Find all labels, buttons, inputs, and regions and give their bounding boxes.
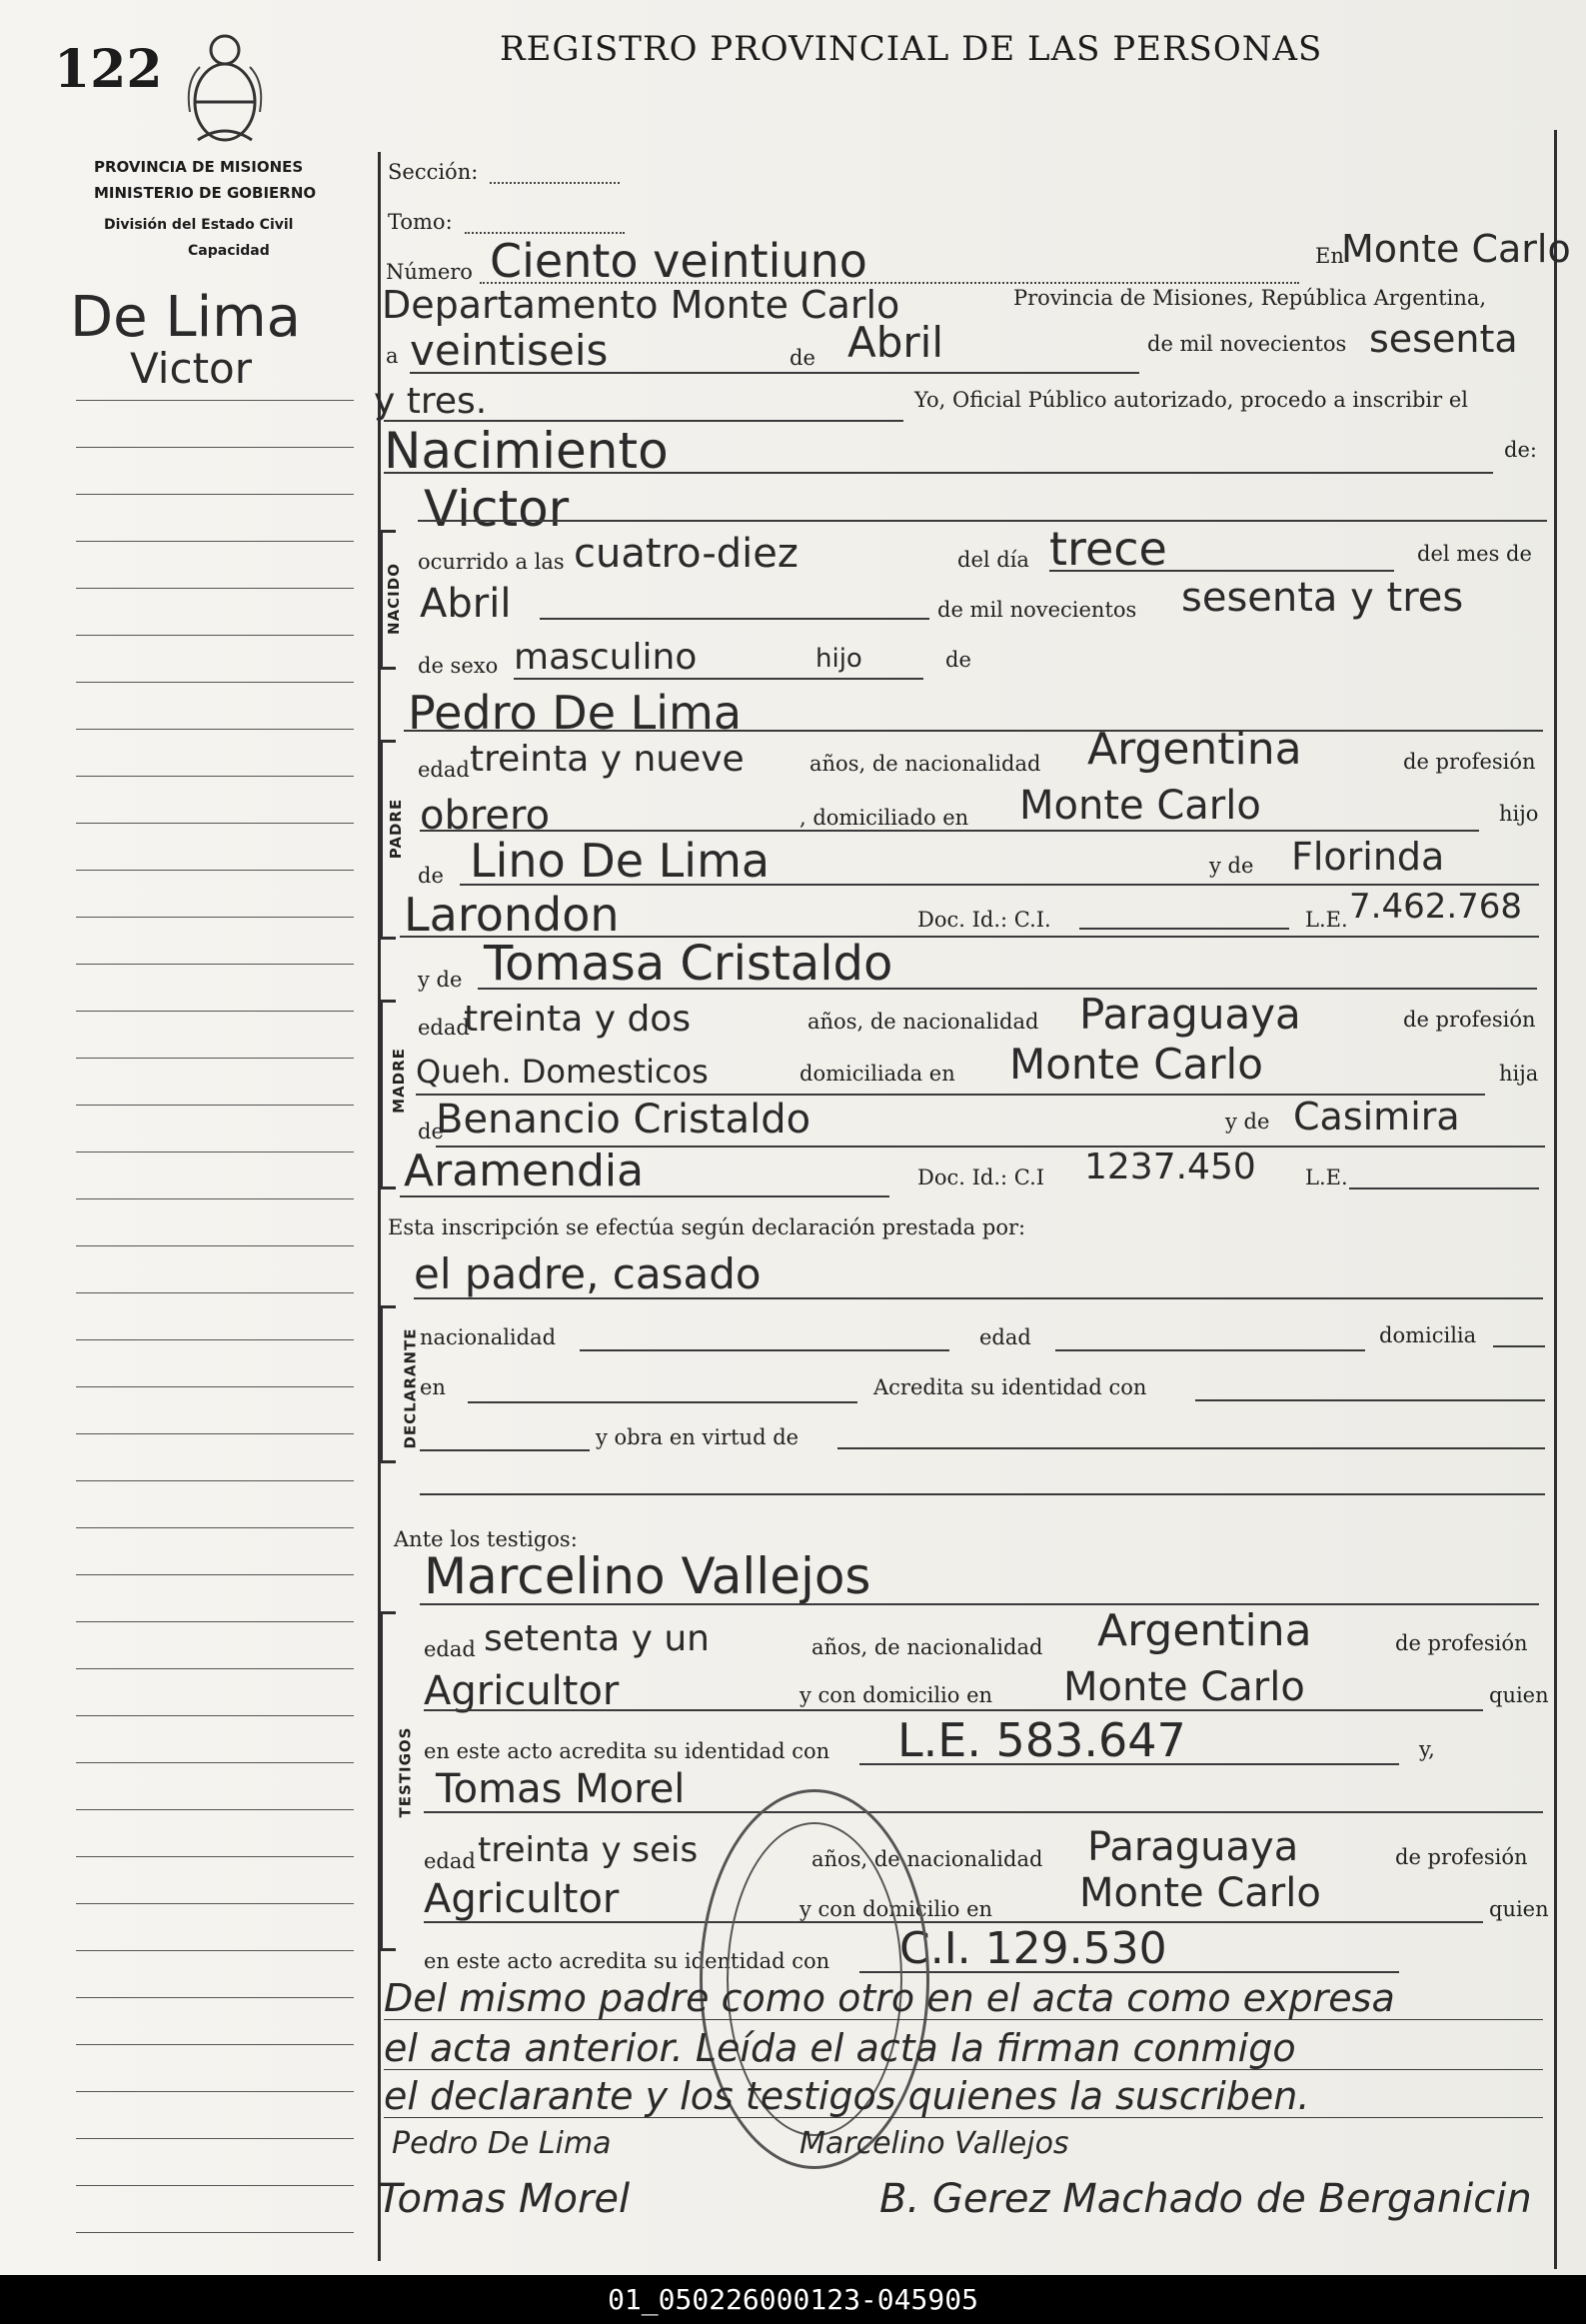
ministry-label: MINISTERIO DE GOBIERNO xyxy=(94,184,317,202)
madre-edad-label: edad xyxy=(418,1016,470,1040)
nota-linea-3: el declarante y los testigos quienes la suscriben. xyxy=(384,2074,1310,2118)
declarante-side-label: DECLARANTE xyxy=(401,1327,420,1449)
ocurrido-label: ocurrido a las xyxy=(418,550,565,574)
en-label: En xyxy=(1315,244,1344,268)
declarante-end-line xyxy=(420,1493,1545,1495)
t1-domicilio-value: Monte Carlo xyxy=(1063,1664,1305,1710)
domicilia-label: domicilia xyxy=(1379,1323,1477,1347)
margin-rule xyxy=(76,1903,354,1904)
t2-acredita-label: en este acto acredita su identidad con xyxy=(424,1949,830,1973)
margin-rule xyxy=(76,1997,354,1998)
t1-profesion-value: Agricultor xyxy=(424,1668,620,1714)
domicilia-line xyxy=(1493,1345,1545,1347)
padre-profesion-label: de profesión xyxy=(1403,750,1536,774)
declarante-en-label: en xyxy=(420,1375,446,1399)
padre-edad-value: treinta y nueve xyxy=(470,739,745,780)
firma-1: Pedro De Lima xyxy=(392,2126,612,2161)
y-de-label-2: y de xyxy=(418,968,463,992)
t1-edad-label: edad xyxy=(424,1637,476,1661)
t2-domicilio-label: y con domicilio en xyxy=(799,1897,993,1921)
obra-label: y obra en virtud de xyxy=(596,1425,799,1449)
abuela-materna-apellido: Aramendia xyxy=(404,1146,645,1196)
margin-rule xyxy=(76,1339,354,1340)
nacido-nombre-value: Victor xyxy=(424,480,570,538)
margin-rule xyxy=(76,2091,354,2092)
t2-edad-value: treinta y seis xyxy=(478,1830,699,1870)
firma-3: Tomas Morel xyxy=(378,2176,631,2222)
image-id-text: 01_050226000123-045905 xyxy=(608,2283,978,2316)
nacido-side-label: NACIDO xyxy=(384,563,403,635)
margin-surname: De Lima xyxy=(70,285,301,350)
declarante-nacionalidad-label: nacionalidad xyxy=(420,1325,557,1349)
madre-ci-value: 1237.450 xyxy=(1084,1147,1256,1187)
margin-rule xyxy=(76,635,354,636)
mes-nacimiento-value: Abril xyxy=(420,581,512,627)
dia-nacimiento-value: trece xyxy=(1049,522,1167,576)
firma-2: Marcelino Vallejos xyxy=(799,2126,1069,2161)
nacido-nombre-line xyxy=(418,520,1547,522)
obra-line-2 xyxy=(837,1447,1545,1449)
mil-novecientos-label-2: de mil novecientos xyxy=(937,598,1137,622)
declaracion-text: Esta inscripción se efectúa según declaración prestada por: xyxy=(388,1215,1026,1239)
coat-of-arms-icon xyxy=(180,22,270,147)
anio-value-2: y tres. xyxy=(374,381,488,422)
sexo-label: de sexo xyxy=(418,654,499,678)
margin-rule xyxy=(76,917,354,918)
padre-nombre-line xyxy=(404,730,1543,732)
margin-rule xyxy=(76,1809,354,1810)
firma-4: B. Gerez Machado de Berganicin xyxy=(879,2176,1532,2222)
y-de-label-1: y de xyxy=(1209,854,1254,878)
anio-value-1: sesenta xyxy=(1369,317,1518,361)
sexo-line xyxy=(514,678,923,680)
del-dia-label: del día xyxy=(957,548,1029,572)
testigo1-nombre-line xyxy=(420,1603,1539,1605)
abuela-materna-line xyxy=(400,1195,889,1197)
t1-y-label: y, xyxy=(1419,1737,1435,1761)
frame-right-border xyxy=(1554,130,1557,2269)
province-label: PROVINCIA DE MISIONES xyxy=(94,158,304,176)
en-value: Monte Carlo xyxy=(1341,227,1571,271)
doc-id-label-1: Doc. Id.: C.I. xyxy=(917,908,1051,932)
capacidad-label: Capacidad xyxy=(188,243,270,259)
margin-rule xyxy=(76,1198,354,1199)
sexo-value: masculino xyxy=(514,637,698,678)
declarante-edad-line xyxy=(1055,1349,1365,1351)
departamento-value: Departamento Monte Carlo xyxy=(382,283,900,327)
numero-value: Ciento veintiuno xyxy=(490,234,867,288)
padre-nacionalidad-value: Argentina xyxy=(1087,724,1302,775)
testigo2-nombre: Tomas Morel xyxy=(436,1766,686,1812)
margin-rule xyxy=(76,1621,354,1622)
t2-documento-line xyxy=(859,1971,1399,1973)
abuela-paterna-apellido: Larondon xyxy=(404,888,620,942)
mes-line xyxy=(540,618,929,620)
folio-number: 122 xyxy=(54,39,163,100)
margin-rule xyxy=(76,447,354,448)
dia-line xyxy=(1049,570,1394,572)
t1-domicilio-label: y con domicilio en xyxy=(799,1683,993,1707)
doc-id-label-2: Doc. Id.: C.I xyxy=(917,1165,1045,1189)
abuelo-paterno-value: Lino De Lima xyxy=(470,834,771,888)
t2-nacionalidad-label: años, de nacionalidad xyxy=(811,1847,1043,1871)
abuelos-line xyxy=(460,884,1539,886)
margin-rule xyxy=(76,1668,354,1669)
padre-nacionalidad-label: años, de nacionalidad xyxy=(809,752,1041,776)
declarante-edad-label: edad xyxy=(979,1325,1031,1349)
padre-nombre-value: Pedro De Lima xyxy=(408,686,743,740)
domiciliada-label: domiciliada en xyxy=(799,1062,955,1086)
del-mes-label: del mes de xyxy=(1417,542,1532,566)
madre-nombre-value: Tomasa Cristaldo xyxy=(484,936,893,992)
margin-rule xyxy=(76,494,354,495)
declarante-nacionalidad-line xyxy=(580,1349,949,1351)
margin-rule xyxy=(76,1480,354,1481)
y-de-label-3: y de xyxy=(1225,1110,1270,1134)
margin-rule xyxy=(76,682,354,683)
padre-side-label: PADRE xyxy=(387,798,406,860)
nota-linea-2: el acta anterior. Leída el acta la firman conmigo xyxy=(384,2026,1296,2070)
t2-documento-value: C.I. 129.530 xyxy=(899,1923,1167,1974)
margin-rule xyxy=(76,2044,354,2045)
padre-edad-label: edad xyxy=(418,758,470,782)
acredita-line xyxy=(1195,1399,1545,1401)
margin-rule xyxy=(76,1527,354,1528)
testigo1-nombre: Marcelino Vallejos xyxy=(424,1547,871,1605)
padre-le-value: 7.462.768 xyxy=(1349,887,1523,927)
division-label: División del Estado Civil xyxy=(104,217,294,233)
hija-label: hija xyxy=(1499,1062,1539,1086)
padre-domicilio-value: Monte Carlo xyxy=(1019,783,1261,829)
margin-given-name: Victor xyxy=(130,344,253,393)
madre-profesion-value: Queh. Domesticos xyxy=(416,1053,709,1091)
padre-de-label: de xyxy=(418,864,444,888)
margin-rule xyxy=(76,1386,354,1387)
le-line-2 xyxy=(1349,1187,1539,1189)
seccion-line xyxy=(490,182,620,184)
numero-label: Número xyxy=(386,260,473,284)
obra-line-1 xyxy=(420,1449,590,1451)
margin-rule xyxy=(76,823,354,824)
margin-rule xyxy=(76,1105,354,1106)
t1-nacionalidad-label: años, de nacionalidad xyxy=(811,1635,1043,1659)
de-label-3: de xyxy=(945,648,971,672)
madre-de-label: de xyxy=(418,1120,444,1144)
margin-rule xyxy=(76,541,354,542)
margin-rule xyxy=(76,400,354,401)
testigos-bracket xyxy=(380,1611,396,1951)
declarante-bracket xyxy=(380,1305,396,1463)
margin-rule xyxy=(76,1245,354,1246)
hijo-value: hijo xyxy=(815,644,862,674)
margin-rule xyxy=(76,1152,354,1153)
padre-profesion-value: obrero xyxy=(420,793,551,839)
margin-rule xyxy=(76,1292,354,1293)
t1-profesion-label: de profesión xyxy=(1395,1631,1528,1655)
margin-rule xyxy=(76,2185,354,2186)
acto-value: Nacimiento xyxy=(384,422,669,480)
madre-profesion-label: de profesión xyxy=(1403,1008,1536,1032)
t1-nacionalidad-value: Argentina xyxy=(1097,1605,1312,1656)
hijo-label: hijo xyxy=(1499,802,1539,826)
madre-domicilio-value: Monte Carlo xyxy=(1009,1040,1263,1089)
le-label-2: L.E. xyxy=(1305,1165,1348,1189)
madre-side-label: MADRE xyxy=(389,1048,408,1114)
margin-rule xyxy=(76,2232,354,2233)
nota-linea-1: Del mismo padre como otro en el acta como expresa xyxy=(384,1976,1395,2020)
margin-rule xyxy=(76,776,354,777)
de-label-1: de xyxy=(790,346,815,370)
mes-value: Abril xyxy=(847,318,943,367)
declarante-en-line xyxy=(468,1401,857,1403)
nota-line-2 xyxy=(384,2069,1543,2070)
margin-rule xyxy=(76,1011,354,1012)
margin-rule xyxy=(76,1058,354,1059)
t2-quien-label: quien xyxy=(1489,1897,1549,1921)
margin-rule xyxy=(76,1574,354,1575)
t1-profesion-line xyxy=(424,1709,1483,1711)
t1-quien-label: quien xyxy=(1489,1683,1549,1707)
t1-acredita-label: en este acto acredita su identidad con xyxy=(424,1739,830,1763)
t1-edad-value: setenta y un xyxy=(484,1618,710,1659)
fecha-line xyxy=(410,372,1139,374)
nota-line-3 xyxy=(384,2117,1543,2118)
abuela-materna-nombre: Casimira xyxy=(1293,1095,1460,1139)
abuela-paterna-nombre: Florinda xyxy=(1291,835,1445,879)
domiciliado-label: , domiciliado en xyxy=(799,806,969,830)
margin-rule xyxy=(76,1762,354,1763)
testigo2-nombre-line xyxy=(424,1811,1543,1813)
margin-rule xyxy=(76,729,354,730)
ci-line-1 xyxy=(1079,928,1289,930)
oficial-text: Yo, Oficial Público autorizado, procedo a inscribir el xyxy=(914,388,1468,412)
acto-line xyxy=(384,472,1493,474)
provincia-text: Provincia de Misiones, República Argentina, xyxy=(1013,286,1487,310)
anio-nacimiento-value: sesenta y tres xyxy=(1181,575,1464,621)
hora-value: cuatro-diez xyxy=(574,531,798,577)
margin-rule xyxy=(76,588,354,589)
margin-rule xyxy=(76,1856,354,1857)
abuelo-materno-value: Benancio Cristaldo xyxy=(436,1097,811,1143)
madre-nacionalidad-value: Paraguaya xyxy=(1079,990,1301,1039)
t1-documento-line xyxy=(859,1763,1399,1765)
margin-rule xyxy=(76,1715,354,1716)
margin-rule xyxy=(76,2138,354,2139)
declarante-line xyxy=(414,1297,1543,1299)
madre-edad-value: treinta y dos xyxy=(464,999,692,1040)
image-id-footer xyxy=(0,2275,1586,2324)
le-label-1: L.E. xyxy=(1305,908,1348,932)
nota-line-1 xyxy=(384,2019,1543,2020)
seccion-label: Sección: xyxy=(388,160,479,184)
padre-profesion-line xyxy=(420,830,1479,832)
tomo-label: Tomo: xyxy=(388,210,453,234)
acredita-label: Acredita su identidad con xyxy=(873,1375,1147,1399)
dia-value: veintiseis xyxy=(410,326,609,375)
a-label: a xyxy=(386,344,399,368)
t2-domicilio-value: Monte Carlo xyxy=(1079,1870,1321,1916)
testigos-side-label: TESTIGOS xyxy=(396,1726,415,1818)
t2-nacionalidad-value: Paraguaya xyxy=(1087,1824,1299,1870)
registry-title: REGISTRO PROVINCIAL DE LAS PERSONAS xyxy=(500,29,1323,69)
t1-documento-value: L.E. 583.647 xyxy=(897,1713,1186,1767)
madre-nombre-line xyxy=(478,988,1537,990)
t2-edad-label: edad xyxy=(424,1849,476,1873)
t2-profesion-label: de profesión xyxy=(1395,1845,1528,1869)
declarante-value: el padre, casado xyxy=(414,1249,762,1298)
margin-rule xyxy=(76,964,354,965)
margin-rule xyxy=(76,870,354,871)
de-label-2: de: xyxy=(1504,438,1537,462)
margin-rule xyxy=(76,1433,354,1434)
testigos-intro: Ante los testigos: xyxy=(394,1527,578,1551)
margin-rule xyxy=(76,1950,354,1951)
madre-nacionalidad-label: años, de nacionalidad xyxy=(807,1010,1039,1034)
t2-profesion-value: Agricultor xyxy=(424,1876,620,1922)
mil-novecientos-label: de mil novecientos xyxy=(1147,332,1347,356)
